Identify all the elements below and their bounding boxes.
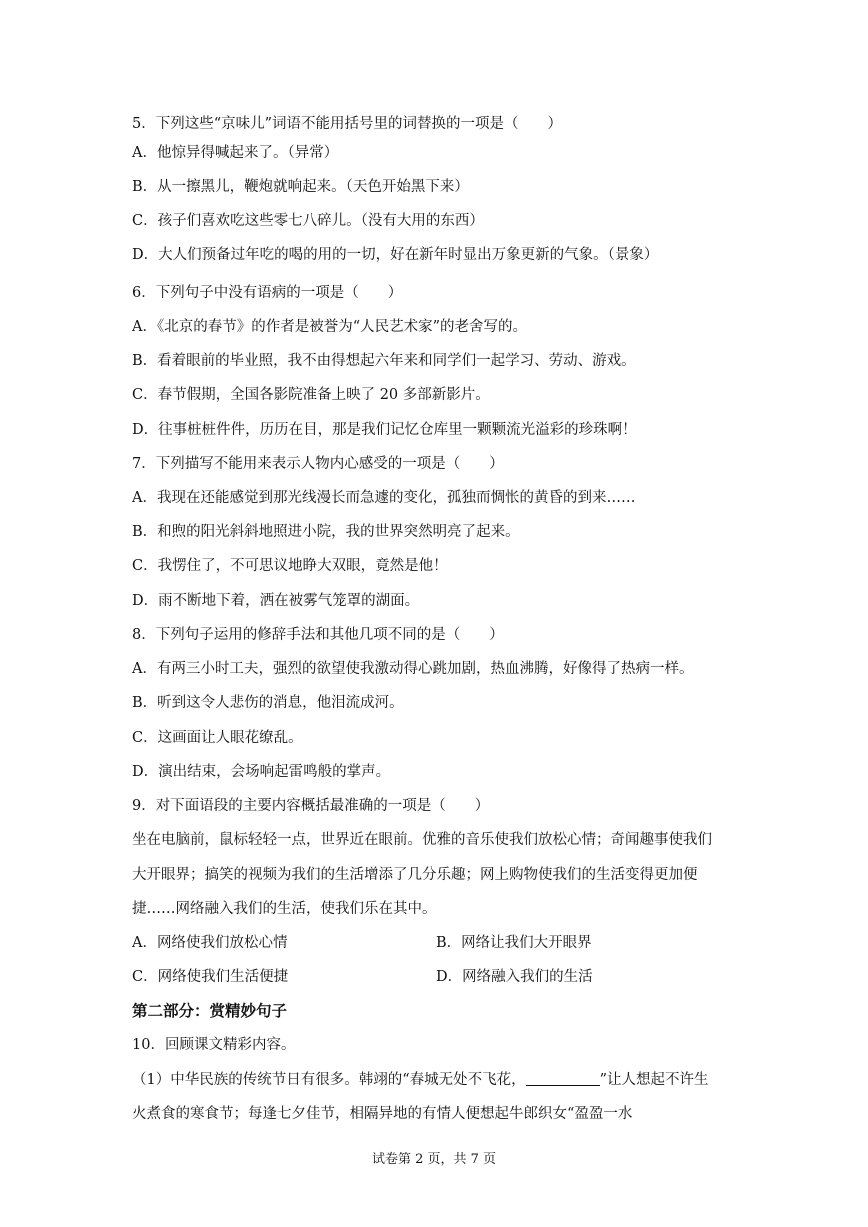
question-5-option-d: D．大人们预备过年吃的喝的用的一切，好在新年时显出万象更新的气象。（景象） [132,247,659,263]
question-10-1-text-after-blank: ”让人想起不许生 [599,1072,709,1088]
question-9-passage-line-2: 大开眼界；搞笑的视频为我们的生活增添了几分乐趣；网上购物使我们的生活变得更加便 [132,867,698,883]
page-footer: 试卷第 2 页，共 7 页 [371,1152,497,1167]
question-5-option-c: C．孩子们喜欢吃这些零七八碎儿。（没有大用的东西） [132,213,484,229]
question-9-passage-line-3: 捷……网络融入我们的生活，使我们乐在其中。 [132,901,437,917]
question-7-option-b: B．和煦的阳光斜斜地照进小院，我的世界突然明亮了起来。 [132,524,520,540]
question-9-passage-line-1: 坐在电脑前，鼠标轻轻一点，世界近在眼前。优雅的音乐使我们放松心情；奇闻趣事使我们 [132,832,712,848]
question-6-option-d: D．往事桩桩件件，历历在目，那是我们记忆仓库里一颗颗流光溢彩的珍珠啊！ [132,422,637,438]
answer-blank[interactable] [526,1071,600,1086]
section-2-heading: 第二部分：赏精妙句子 [132,1002,288,1020]
question-8-stem: 8．下列句子运用的修辞手法和其他几项不同的是（ ） [132,627,504,643]
question-9-option-a: A．网络使我们放松心情 [132,935,288,951]
question-9-option-d: D．网络融入我们的生活 [436,969,593,985]
question-9-stem: 9．对下面语段的主要内容概括最准确的一项是（ ） [132,798,490,814]
question-8-option-a: A．有两三小时工夫，强烈的欲望使我激动得心跳加剧，热血沸腾，好像得了热病一样。 [132,661,694,677]
question-9-option-c: C．网络使我们生活便捷 [132,969,289,985]
question-7-option-a: A．我现在还能感觉到那光线漫长而急遽的变化，孤独而惆怅的黄昏的到来…… [132,490,636,506]
question-10-1-line-1 [132,1071,752,1089]
question-5-option-a: A．他惊异得喊起来了。（异常） [132,145,339,161]
question-8-option-c: C．这画面让人眼花缭乱。 [132,730,303,746]
question-8-option-b: B．听到这令人悲伤的消息，他泪流成河。 [132,695,404,711]
question-6-option-a: A．《北京的春节》的作者是被誉为“人民艺术家”的老舍写的。 [132,319,528,335]
question-7-option-d: D．雨不断地下着，洒在被雾气笼罩的湖面。 [132,593,420,609]
question-5-stem: 5．下列这些“京味儿”词语不能用括号里的词替换的一项是（ ） [132,116,563,132]
question-6-option-b: B．看着眼前的毕业照，我不由得想起六年来和同学们一起学习、劳动、游戏。 [132,353,636,369]
question-10-stem: 10．回顾课文精彩内容。 [132,1037,296,1053]
question-8-option-d: D．演出结束，会场响起雷鸣般的掌声。 [132,764,391,780]
question-6-option-c: C．春节假期，全国各影院准备上映了 20 多部新影片。 [132,387,490,403]
question-6-stem: 6．下列句子中没有语病的一项是（ ） [132,285,403,301]
question-7-stem: 7．下列描写不能用来表示人物内心感受的一项是（ ） [132,456,504,472]
question-10-1-text-before-blank: （1）中华民族的传统节日有很多。韩翊的“春城无处不飞花， [132,1072,526,1088]
question-10-1-line-2: 火煮食的寒食节；每逢七夕佳节，相隔异地的有情人便想起牛郎织女“盈盈一水 [132,1106,633,1122]
question-7-option-c: C．我愣住了，不可思议地睁大双眼，竟然是他！ [132,558,448,574]
question-5-option-b: B．从一擦黑儿，鞭炮就响起来。（天色开始黑下来） [132,179,469,195]
question-9-option-b: B．网络让我们大开眼界 [436,935,592,951]
